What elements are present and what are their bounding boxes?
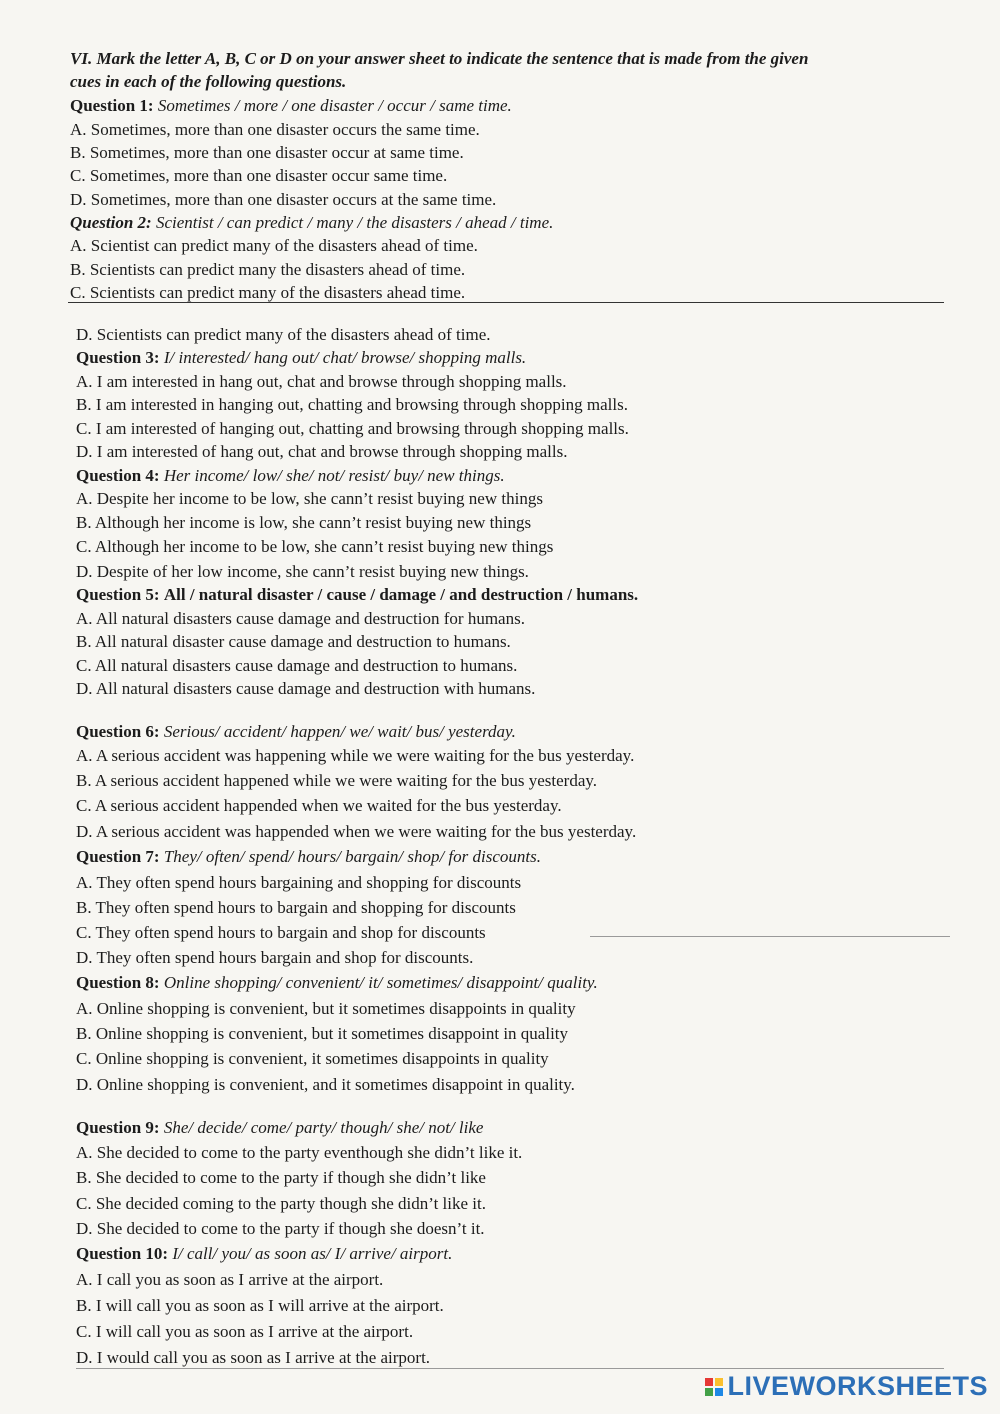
question-5-option-a[interactable]: A. All natural disasters cause damage and destruction for humans. bbox=[76, 609, 525, 628]
question-3-option-b[interactable]: B. I am interested in hanging out, chatting and browsing through shopping malls. bbox=[76, 395, 628, 414]
question-1-cue: Sometimes / more / one disaster / occur / same time. bbox=[157, 96, 512, 115]
question-9-cue: She/ decide/ come/ party/ though/ she/ not/ like bbox=[163, 1118, 484, 1137]
question-4-option-b[interactable]: B. Although her income is low, she cann’t resist buying new things bbox=[76, 513, 532, 532]
question-10-label: Question 10: bbox=[76, 1244, 169, 1263]
question-6-option-c[interactable]: C. A serious accident happended when we waited for the bus yesterday. bbox=[76, 796, 562, 815]
question-4-option-a[interactable]: A. Despite her income to be low, she cann’t resist buying new things bbox=[76, 489, 543, 508]
question-10-option-d[interactable]: D. I would call you as soon as I arrive at the airport. bbox=[76, 1348, 431, 1367]
question-3-label: Question 3: bbox=[76, 348, 160, 367]
page-divider bbox=[68, 302, 944, 303]
liveworksheets-brand-text: LIVEWORKSHEETS bbox=[727, 1371, 988, 1401]
question-4-option-c[interactable]: C. Although her income to be low, she cann’t resist buying new things bbox=[76, 537, 554, 556]
question-1-option-b[interactable]: B. Sometimes, more than one disaster occur at same time. bbox=[70, 143, 464, 162]
question-4-cue: Her income/ low/ she/ not/ resist/ buy/ new things. bbox=[163, 466, 505, 485]
question-4-label: Question 4: bbox=[76, 466, 160, 485]
question-9-option-d[interactable]: D. She decided to come to the party if though she doesn’t it. bbox=[76, 1219, 485, 1238]
question-9-header bbox=[76, 1118, 483, 1138]
liveworksheets-logo[interactable] bbox=[705, 1371, 988, 1402]
instruction-heading-line-1: VI. Mark the letter A, B, C or D on your answer sheet to indicate the sentence that is made from the given bbox=[70, 49, 809, 68]
question-5-option-b[interactable]: B. All natural disaster cause damage and destruction to humans. bbox=[76, 632, 511, 651]
question-3-option-c[interactable]: C. I am interested of hanging out, chatting and browsing through shopping malls. bbox=[76, 419, 629, 438]
question-7-option-b[interactable]: B. They often spend hours to bargain and shopping for discounts bbox=[76, 898, 516, 917]
question-5-option-c[interactable]: C. All natural disasters cause damage and destruction to humans. bbox=[76, 656, 518, 675]
question-7-option-c[interactable]: C. They often spend hours to bargain and shop for discounts bbox=[76, 923, 486, 942]
question-3-option-a[interactable]: A. I am interested in hang out, chat and browse through shopping malls. bbox=[76, 372, 567, 391]
question-6-cue: Serious/ accident/ happen/ we/ wait/ bus/ yesterday. bbox=[163, 722, 516, 741]
question-7-header bbox=[76, 847, 541, 867]
question-5-option-d[interactable]: D. All natural disasters cause damage and destruction with humans. bbox=[76, 679, 536, 698]
logo-square-red bbox=[705, 1378, 713, 1386]
liveworksheets-logo-icon bbox=[705, 1378, 723, 1396]
question-8-option-a[interactable]: A. Online shopping is convenient, but it sometimes disappoints in quality bbox=[76, 999, 576, 1018]
question-1-header bbox=[70, 96, 512, 116]
bottom-divider bbox=[76, 1368, 944, 1369]
question-10-option-c[interactable]: C. I will call you as soon as I arrive at the airport. bbox=[76, 1322, 414, 1341]
question-9-option-c[interactable]: C. She decided coming to the party though she didn’t like it. bbox=[76, 1194, 486, 1213]
question-8-cue: Online shopping/ convenient/ it/ sometimes/ disappoint/ quality. bbox=[163, 973, 598, 992]
question-9-label: Question 9: bbox=[76, 1118, 160, 1137]
question-6-header bbox=[76, 722, 516, 742]
question-2-header bbox=[70, 213, 553, 233]
question-7-option-d[interactable]: D. They often spend hours bargain and shop for discounts. bbox=[76, 948, 474, 967]
question-8-label: Question 8: bbox=[76, 973, 160, 992]
question-2-option-d[interactable]: D. Scientists can predict many of the disasters ahead of time. bbox=[76, 325, 491, 344]
question-3-option-d[interactable]: D. I am interested of hang out, chat and browse through shopping malls. bbox=[76, 442, 568, 461]
question-4-option-d[interactable]: D. Despite of her low income, she cann’t resist buying new things. bbox=[76, 562, 529, 581]
question-7-cue: They/ often/ spend/ hours/ bargain/ shop/ for discounts. bbox=[163, 847, 541, 866]
question-1-option-a[interactable]: A. Sometimes, more than one disaster occurs the same time. bbox=[70, 120, 480, 139]
question-10-option-b[interactable]: B. I will call you as soon as I will arrive at the airport. bbox=[76, 1296, 444, 1315]
question-6-option-b[interactable]: B. A serious accident happened while we were waiting for the bus yesterday. bbox=[76, 771, 598, 790]
question-10-option-a[interactable]: A. I call you as soon as I arrive at the airport. bbox=[76, 1270, 384, 1289]
logo-square-blue bbox=[715, 1388, 723, 1396]
question-9-option-b[interactable]: B. She decided to come to the party if though she didn’t like bbox=[76, 1168, 486, 1187]
question-7-label: Question 7: bbox=[76, 847, 160, 866]
logo-square-yellow bbox=[715, 1378, 723, 1386]
question-8-option-c[interactable]: C. Online shopping is convenient, it sometimes disappoints in quality bbox=[76, 1049, 549, 1068]
question-1-option-c[interactable]: C. Sometimes, more than one disaster occur same time. bbox=[70, 166, 448, 185]
question-8-header bbox=[76, 973, 598, 993]
question-2-option-a[interactable]: A. Scientist can predict many of the disasters ahead of time. bbox=[70, 236, 478, 255]
question-2-option-b[interactable]: B. Scientists can predict many the disasters ahead of time. bbox=[70, 260, 466, 279]
logo-square-green bbox=[705, 1388, 713, 1396]
question-10-cue: I/ call/ you/ as soon as/ I/ arrive/ airport. bbox=[172, 1244, 453, 1263]
question-1-option-d[interactable]: D. Sometimes, more than one disaster occurs at the same time. bbox=[70, 190, 497, 209]
question-6-option-a[interactable]: A. A serious accident was happening while we were waiting for the bus yesterday. bbox=[76, 746, 635, 765]
question-2-label: Question 2: bbox=[70, 213, 152, 232]
question-1-label: Question 1: bbox=[70, 96, 154, 115]
question-8-option-b[interactable]: B. Online shopping is convenient, but it sometimes disappoint in quality bbox=[76, 1024, 569, 1043]
question-7-option-a[interactable]: A. They often spend hours bargaining and shopping for discounts bbox=[76, 873, 522, 892]
question-5-cue: All / natural disaster / cause / damage / and destruction / humans. bbox=[163, 585, 639, 604]
question-4-header bbox=[76, 466, 505, 486]
question-2-cue: Scientist / can predict / many / the disasters / ahead / time. bbox=[155, 213, 554, 232]
question-3-cue: I/ interested/ hang out/ chat/ browse/ shopping malls. bbox=[163, 348, 527, 367]
question-6-label: Question 6: bbox=[76, 722, 160, 741]
question-8-option-d[interactable]: D. Online shopping is convenient, and it sometimes disappoint in quality. bbox=[76, 1075, 575, 1094]
faint-scan-line bbox=[590, 936, 950, 937]
question-9-option-a[interactable]: A. She decided to come to the party eventhough she didn’t like it. bbox=[76, 1143, 523, 1162]
question-6-option-d[interactable]: D. A serious accident was happended when we were waiting for the bus yesterday. bbox=[76, 822, 637, 841]
question-3-header bbox=[76, 348, 526, 368]
question-10-header bbox=[76, 1244, 452, 1264]
question-5-label: Question 5: bbox=[76, 585, 160, 604]
question-5-header bbox=[76, 585, 638, 605]
question-2-option-c[interactable]: C. Scientists can predict many of the disasters ahead time. bbox=[70, 283, 466, 302]
instruction-heading-line-2: cues in each of the following questions. bbox=[70, 72, 347, 91]
